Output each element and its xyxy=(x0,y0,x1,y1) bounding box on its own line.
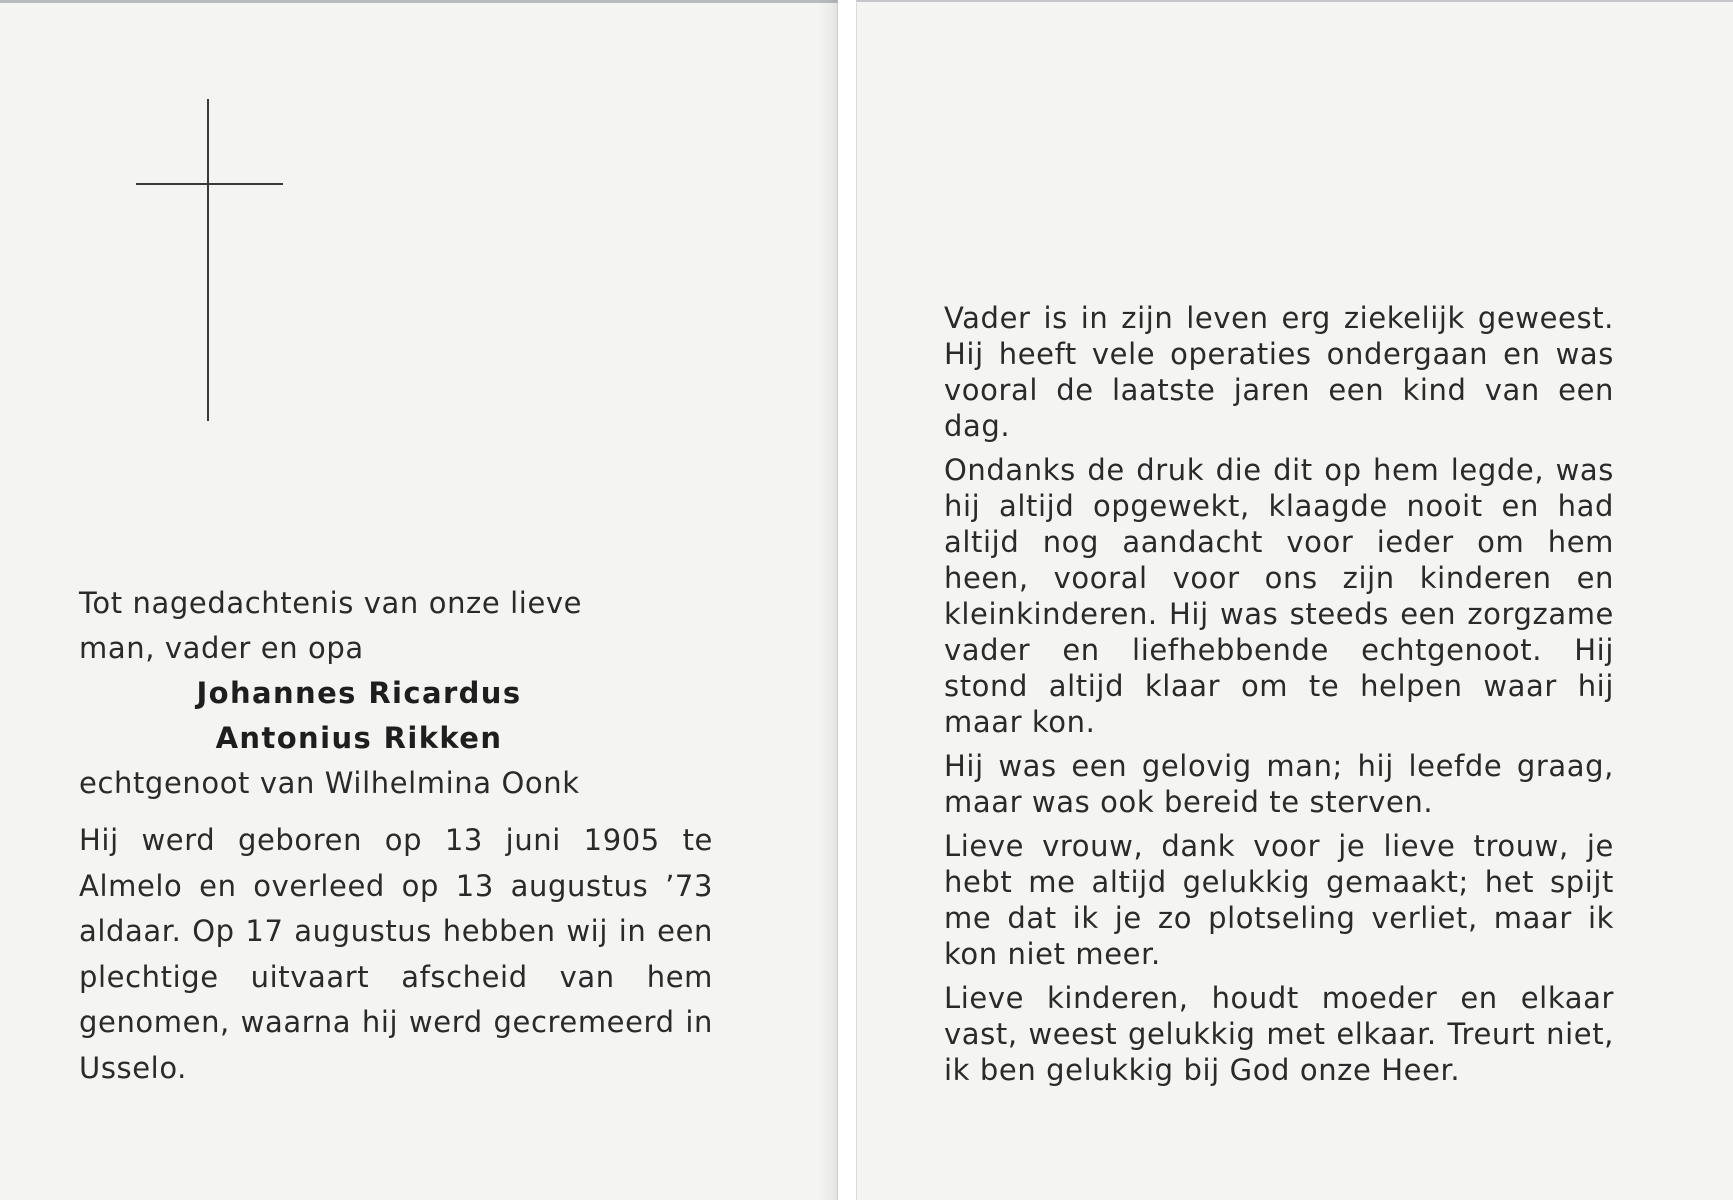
left-card-text xyxy=(79,581,713,1091)
right-card-text xyxy=(944,300,1614,1096)
card-fold-shadow xyxy=(818,0,838,1200)
right-paragraph-3: Hij was een gelovig man; hij leefde graag, maar was ook bereid te sterven. xyxy=(944,749,1614,819)
deceased-name-line-2: Antonius Rikken xyxy=(215,721,503,755)
cross-horizontal-bar xyxy=(136,183,283,185)
latin-cross-icon xyxy=(136,99,283,421)
cross-vertical-bar xyxy=(207,99,209,421)
life-paragraph: Hij werd geboren op 13 juni 1905 te Almelo en overleed op 13 augustus ’73 aldaar. Op 17 augustus hebben wij in een plechtige uitvaart afscheid van hem genomen, waarna hij werd gecremeerd in Usselo. xyxy=(79,823,713,1085)
intro-line-1: Tot nagedachtenis van onze lieve xyxy=(79,586,583,620)
right-paragraph-1: Vader is in zijn leven erg ziekelijk geweest. Hij heeft vele operaties ondergaan en was vooral de laatste jaren een kind van een dag. xyxy=(944,301,1614,443)
right-paragraph-4: Lieve vrouw, dank voor je lieve trouw, je hebt me altijd gelukkig gemaakt; het spijt me dat ik je zo plotseling verliet, maar ik kon niet meer. xyxy=(944,829,1614,971)
left-card xyxy=(0,0,838,1200)
right-paragraph-5: Lieve kinderen, houdt moeder en elkaar vast, weest gelukkig met elkaar. Treurt niet, ik ben gelukkig bij God onze Heer. xyxy=(944,981,1614,1087)
right-paragraph-2: Ondanks de druk die dit op hem legde, was hij altijd opgewekt, klaagde nooit en had altijd nog aandacht voor ieder om hem heen, vooral voor ons zijn kinderen en kleinkinderen. Hij was steeds een zorgzame vader en liefhebbende echtgenoot. Hij stond altijd klaar om te helpen waar hij maar kon. xyxy=(944,453,1614,739)
intro-line-2: man, vader en opa xyxy=(79,631,364,665)
deceased-name-line-1: Johannes Ricardus xyxy=(196,676,522,710)
spouse-line: echtgenoot van Wilhelmina Oonk xyxy=(79,766,580,800)
